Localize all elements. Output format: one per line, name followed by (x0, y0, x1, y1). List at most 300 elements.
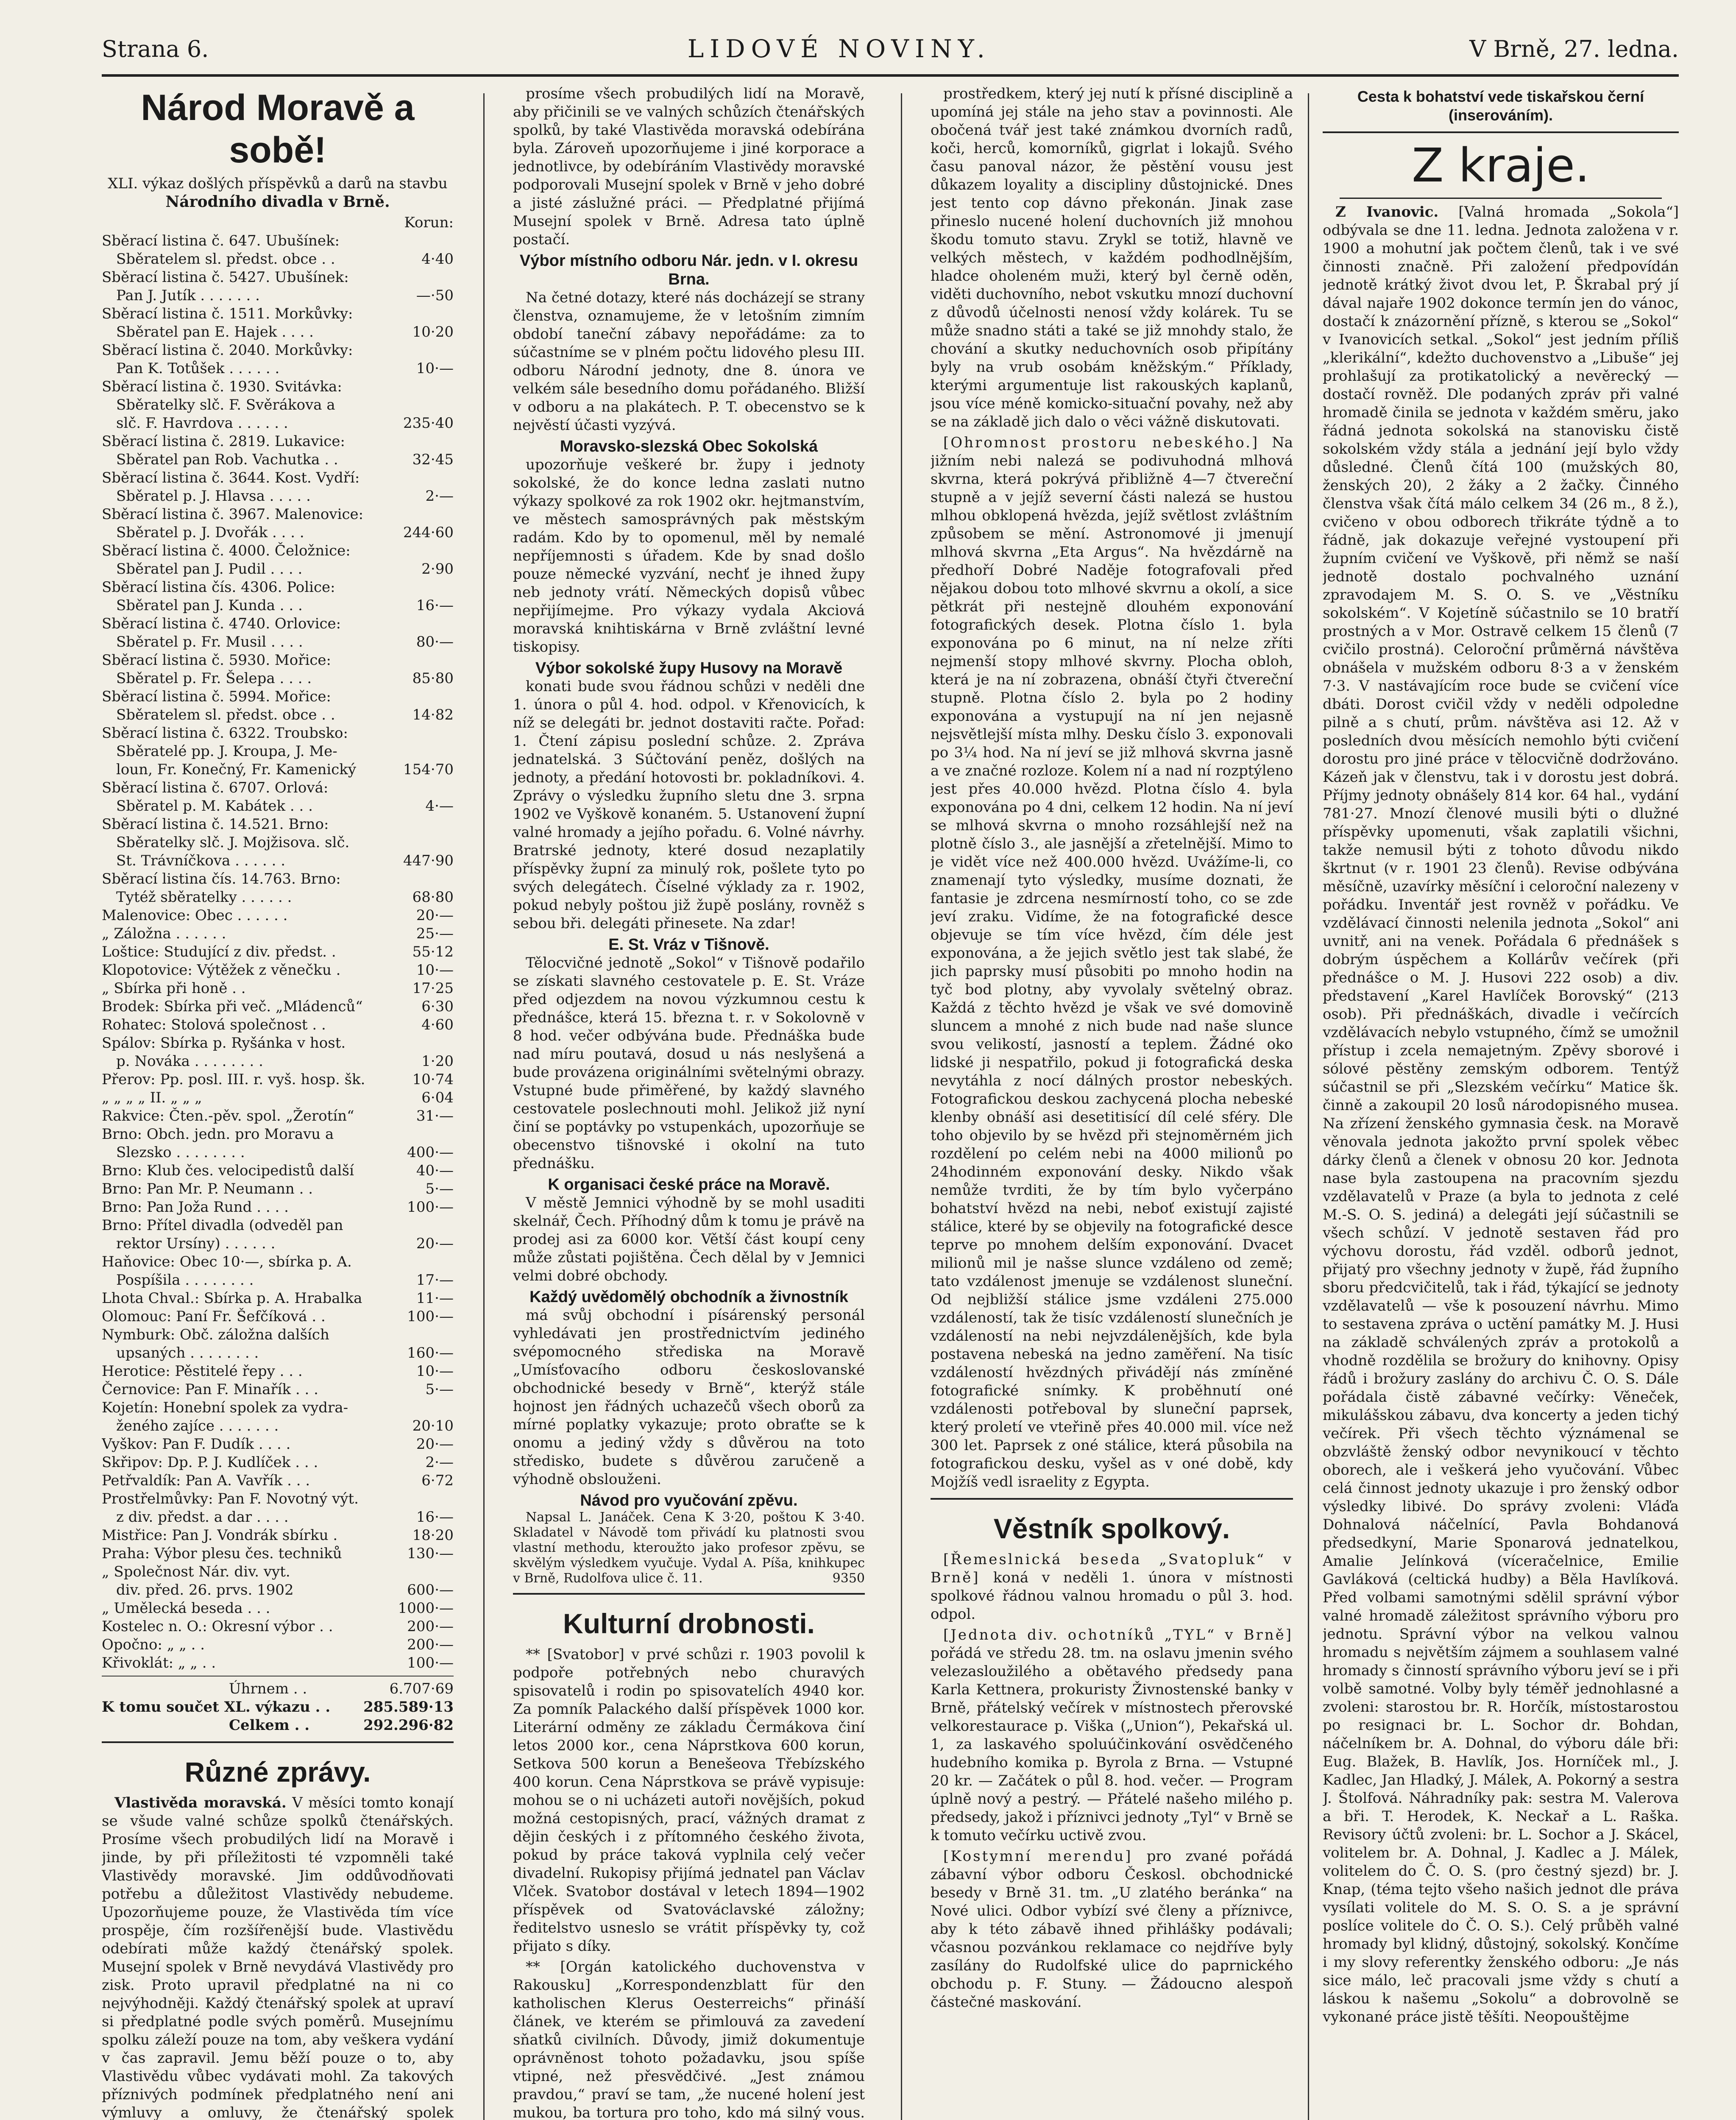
donation-amount (398, 1490, 454, 1508)
donation-amount (398, 870, 454, 888)
column-2 (513, 85, 865, 2120)
donation-row (102, 378, 454, 396)
donation-amount (398, 396, 454, 414)
donation-label: Sběrací listina č. 6707. Orlová: (102, 779, 329, 796)
donation-amount: 154·70 (403, 761, 454, 778)
donation-amount: 4·40 (421, 251, 454, 268)
donation-row (102, 761, 454, 779)
donation-amount (398, 1326, 454, 1344)
donation-amount (398, 615, 454, 633)
header-rule (102, 74, 1679, 77)
donation-amount (398, 1125, 454, 1144)
donation-label: slč. F. Havrdova . . . . . . (116, 415, 288, 432)
donation-amount: 100·— (407, 1654, 454, 1671)
sum-label: Úhrnem . . (229, 1680, 307, 1697)
donation-row (102, 1636, 454, 1654)
prev-row (102, 1698, 454, 1716)
masthead: LIDOVÉ NOVINY. (687, 34, 991, 63)
donation-label: Kojetín: Honební spolek za vydra- (102, 1399, 348, 1416)
donation-amount (398, 651, 454, 669)
column-4 (1323, 85, 1679, 2120)
donation-row (102, 797, 454, 815)
donation-label: Herotice: Pěstitelé řepy . . . (102, 1363, 303, 1380)
donation-row (102, 834, 454, 852)
club-text: pořádá ve středu 28. tm. na oslavu jmenin svého velezasloužilého a obětavého předsedy pana Karla Kettnera, prokuristy Živnostenské banky v Brně, přátelský večírek v místnostech přerovské velkorestaurace p. Viška („Union“), Pekařská ul. 1, za laskavého spoluúčinkování osvědčeného hudebního komika p. Byrola z Brna. — Vstupné 20 kr. — Začátek o půl 8. hod. večer. — Program úplně nový a pestrý. — Přátelé našeho milého p. předsedy, jakož i příznivci jednoty „Tyl“ v Brně se k tomuto večírku uctivě zvou. (931, 1645, 1293, 1844)
donation-amount (398, 232, 454, 250)
donation-label: Sběrací listina č. 1511. Morkůvky: (102, 305, 353, 322)
donation-amount: 5·— (425, 1381, 454, 1398)
sum-row (102, 1680, 454, 1698)
donation-amount: 10·74 (412, 1071, 454, 1088)
donation-label: Praha: Výbor plesu čes. techniků (102, 1545, 342, 1562)
advert-text (513, 1510, 865, 1586)
donation-amount (398, 688, 454, 706)
donation-amount: 10·20 (412, 324, 454, 340)
notice-text: Tělocvičné jednotě „Sokol“ v Tišnově podařilo se získati slavného cestovatele p. E. St. Vráze před odjezdem na novou výzkumnou cestu k přednášce, která 15. března t. r. v Sokolovně v 8 hod. večer odbývána bude. Přednáška bude nad míru poutavá, dosud u nás neslyšená a bude provázena originálními světelnými obrazy. Vstupné bude přiměřené, by každý slavného cestovatele poslechnouti mohl. Jelikož již nyní činí se poptávky po vstupenkách, upozorňuje se obecenstvo tišnovské i okolní na tuto přednášku. (513, 954, 865, 1172)
donation-label: Brno: Klub čes. velocipedistů další (102, 1162, 354, 1179)
notice-text: konati bude svou řádnou schůzi v neděli dne 1. února o půl 4. hod. odpol. v Křenovicích, k níž se delegáti br. jednot dostaviti račte. Pořad: 1. Čtení zápisu poslední schůze. 2. Zpráva jednatelská. 3 Súčtování peněz, došlých na jednoty, a předání hotovosti br. pokladníkovi. 4. Zprávy o výsledku župního sletu dne 3. srpna 1902 ve Vyškově konaném. 5. Ustanovení župní valné hromady a jejího pořadu. 6. Volné návrhy. Bratrské jednoty, které dosud nezaplatily příspěvky župní za minulý rok, pošlete tyto po svých delegátech. Číselné výklady za r. 1902, pokud nebyly poštou již župě poslány, rovněž s sebou bři. delegáti přinesete. Na zdar! (513, 678, 865, 932)
donation-label: Rohatec: Stolová společnost . . (102, 1016, 326, 1033)
article-paragraph (102, 1794, 454, 2120)
donation-label: Sběratel pan J. Pudil . . . . (116, 561, 303, 577)
donation-label: Přerov: Pp. posl. III. r. vyš. hosp. šk. (102, 1071, 365, 1088)
donation-row (102, 688, 454, 706)
club-name: [Kostymní merendu] (943, 1848, 1133, 1865)
donation-row (102, 524, 454, 542)
donation-amount: 68·80 (412, 889, 454, 906)
donation-label: Opočno: „ „ . . (102, 1636, 205, 1653)
donation-row (102, 305, 454, 323)
donation-row (102, 1125, 454, 1144)
donation-row (102, 505, 454, 524)
donation-amount (398, 305, 454, 323)
donation-row (102, 1180, 454, 1198)
donation-amount: 17·— (416, 1272, 454, 1289)
donation-label: Sběrací listina č. 3967. Malenovice: (102, 506, 364, 523)
donation-label: Brno: Pan Joža Rund . . . . (102, 1199, 289, 1216)
donation-row (102, 232, 454, 250)
sum-value: 6.707·69 (389, 1680, 454, 1697)
donation-row (102, 1472, 454, 1490)
donation-amount: 11·— (416, 1290, 454, 1307)
donation-label: Sběrací listina č. 2040. Morkůvky: (102, 342, 353, 359)
donation-label: Olomouc: Paní Fr. Šefčíková . . (102, 1308, 326, 1325)
donation-row (102, 669, 454, 688)
donation-row (102, 1563, 454, 1581)
donation-row (102, 1581, 454, 1599)
donation-row (102, 1618, 454, 1636)
donation-label: Sběrací listina č. 647. Ubušínek: (102, 232, 340, 249)
report-subtitle: XLI. výkaz došlých příspěvků a darů na stavbu (108, 175, 448, 192)
donation-amount: 4·60 (421, 1016, 454, 1033)
donation-amount (398, 578, 454, 597)
donation-row (102, 1417, 454, 1435)
donation-label: Pan K. Totůšek . . . . . . (116, 360, 280, 377)
donation-amount: 40·— (416, 1162, 454, 1179)
donation-label: Spálov: Sbírka p. Ryšánka v host. (102, 1035, 346, 1052)
donation-label: Petřvaldík: Pan A. Vavřík . . . (102, 1472, 310, 1489)
article-paragraph (1323, 203, 1679, 2026)
donation-row (102, 1381, 454, 1399)
donation-amount: 32·45 (412, 451, 454, 468)
culture-item: ** [Orgán katolického duchovenstva v Rakousku] „Korrespondenzblatt für den katholischen Klerus Oesterreichs“ přináší článek, ve kterém se přimlouvá za zavedení sňatků civilních. Důvody, jimiž dokumentuje oprávněnost tohoto požadavku, jsou spíše vtipné, než přesvědčivé. „Jest známou pravdou,“ praví se tam, „že nucené holení jest mukou, ba tortura pro toho, kdo má silný vous. (513, 1958, 865, 2120)
section-title: Věstník spolkový. (993, 1513, 1230, 1544)
donation-row (102, 1216, 454, 1235)
donation-row (102, 979, 454, 998)
donation-amount: 55·12 (412, 943, 454, 960)
donation-label: „ Sbírka při honě . . (102, 980, 246, 997)
donation-row (102, 888, 454, 907)
donation-row (102, 907, 454, 925)
column-divider (901, 93, 902, 2120)
donation-amount: 447·90 (403, 852, 454, 869)
article-text: V měsíci tomto konají se všude valné schůze spolků čtenářských. Prosíme všech probudilých lidí na Moravě i jinde, by při příležitosti té vzpomněli také Vlastivědy moravské. Jim oddůvodňovati potřebu a důležitost Vlastivědy nebudeme. Upozorňujeme pouze, že Vlastivěda tím více prospěje, čím rozšířenější bude. Vlastivědu odebírati může každý čtenářský spolek. Musejní spolek v Brně nevydává Vlastivědy pro zisk. Proto upravil předplatné na ni co nejvýhodněji. Každý čtenářský spolek at upraví si předplatné podle svých poměrů. Musejnímu spolku záleží pouze na tom, aby veškera vydání v čas zapravil. Jemu běží pouze o to, aby Vlastivědu vůbec vydávati mohl. Za takových příznivých podmínek předplatného není ani výmluvy a omluvy, že čtenářský spolek (102, 1794, 454, 2120)
total-label: Celkem . . (229, 1717, 310, 1734)
donation-amount: 16·— (416, 1509, 454, 1526)
donation-amount: 400·— (407, 1144, 454, 1161)
currency-label: Korun: (404, 214, 454, 231)
donation-label: Křivoklát: „ „ . . (102, 1654, 216, 1671)
donation-row (102, 724, 454, 742)
donation-label: „ Umělecká beseda . . . (102, 1600, 270, 1617)
donation-label: St. Trávníčkova . . . . . . (116, 852, 286, 869)
donation-row (102, 1016, 454, 1034)
article-text: prostředkem, který jej nutí k přísné disciplině a upomíná jej stále na jeho stav a povinnosti. Ale obočená tvář jest také známkou dvorních radů, koči, herců, komorníků, gigrlat i lokajů. Svého času panoval názor, že pěstění vousu jest důkazem loyality a discipliny důstojnické. Dnes jest tento cop dávno překonán. Jinak zase přineslo nucené holení duchovních již mnohou škodu tomuto stavu. Zrykl se totiž, hlavně ve velkých městech, v každém podhodlnějším, hladce oholeném muži, který byl černě oděn, viděti duchovního, nebot vskutku mnozí duchovní z důvodů účelnosti nenosí vždy kolárek. Tu se může snadno státi a také se již mnohdy stalo, že chování a skutky neduchovních osob připítány byly na vrub osobám kněžským.“ Příklady, kterými argumentuje list rakouských kaplanů, jsou více méně komicko-situační povahy, než aby se na základě jich dalo o věci vážně diskutovati. (931, 85, 1293, 430)
notice-text: Na četné dotazy, které nás docházejí se strany členstva, oznamujeme, že v letošním zimním období taneční zábavy nepořádáme: za to súčastníme se v plném počtu lidového plesu III. odboru Národní jednoty, dne 8. února ve velkém sále besedního domu pořádaného. Bližší v odboru a na plakátech. P. T. obecenstvo se k nejvěstí účasti vyzývá. (513, 289, 865, 434)
donation-row (102, 1435, 454, 1453)
donation-label: Prostřelmůvky: Pan F. Novotný výt. (102, 1490, 359, 1507)
donation-label: Kostelec n. O.: Okresní výbor . . (102, 1618, 333, 1635)
donation-row (102, 1599, 454, 1618)
donation-label: Brno: Pan Mr. P. Neumann . . (102, 1180, 313, 1197)
donation-row (102, 1052, 454, 1071)
donation-label: Vyškov: Pan F. Dudík . . . . (102, 1436, 291, 1453)
advert-number: 9350 (832, 1571, 865, 1586)
donation-label: Tytéž sběratelky . . . . . . (116, 889, 292, 906)
prev-value: 285.589·13 (363, 1699, 454, 1716)
donation-amount: 85·80 (412, 670, 454, 687)
donation-amount: 20·— (416, 907, 454, 924)
page-number: Strana 6. (102, 35, 209, 62)
donation-row (102, 1326, 454, 1344)
donation-label: Pan J. Jutík . . . . . . . (116, 287, 260, 304)
donation-amount: 31·— (416, 1107, 454, 1124)
donation-amount: 100·— (407, 1199, 454, 1216)
donation-row (102, 451, 454, 469)
donation-row (102, 469, 454, 487)
donation-row (102, 414, 454, 432)
donation-label: Brno: Přítel divadla (odveděl pan (102, 1217, 343, 1234)
article-text: prosíme všech probudilých lidí na Moravě, aby přičinili se ve valných schůzích čtenářských spolků, by také Vlastivěda moravská odebírána byla. Zároveň upozorňujeme i jiné korporace a jednotlivce, by odebíráním Vlastivědy moravské podporovali Musejní spolek v Brně v jeho dobré a jisté záslužné práci. — Předplatné přijímá Musejní spolek v Brně. Adresa tato úplně postačí. (513, 85, 865, 248)
page-header (102, 30, 1679, 68)
donation-row (102, 961, 454, 979)
donation-row (102, 852, 454, 870)
donation-amount (398, 834, 454, 852)
donation-label: Sběrací listina č. 4740. Orlovice: (102, 615, 341, 632)
donation-row (102, 360, 454, 378)
donation-list (102, 232, 454, 1672)
club-text: koná v neděli 1. února v místnosti spolkové řádnou valnou hromadu o půl 3. hod. odpol. (931, 1569, 1293, 1623)
donation-row (102, 542, 454, 560)
donation-row (102, 1654, 454, 1672)
donation-row (102, 742, 454, 761)
column-divider (483, 93, 485, 2120)
donation-amount (398, 505, 454, 524)
notice-heading: Moravsko-slezská Obec Sokolská (560, 438, 818, 455)
donation-row (102, 633, 454, 651)
donation-label: Klopotovice: Výtěžek z věnečku . (102, 962, 341, 979)
donation-label: Sběrací listina č. 2819. Lukavice: (102, 433, 345, 450)
club-notice (931, 1847, 1293, 2011)
donation-label: upsaných . . . . . . . . (116, 1345, 259, 1361)
donation-row (102, 943, 454, 961)
donation-row (102, 706, 454, 724)
donation-row (102, 1144, 454, 1162)
notice-heading: E. St. Vráz v Tišnově. (608, 936, 769, 954)
article-text: Na jižním nebi nalezá se podivuhodná mlhová skvrna, která pokrývá přibližně 4—7 čtvereční stupně a v jejíž severní části nalezá se hustou mlhou obklopená hvězda, jejíž světlost zvláštním způsobem se mění. Astronomové ji jmenují mlhová skvrna „Eta Argus“. Na hvězdárně na předhoří Dobré Naděje fotografovali před nějakou dobou toto mlhové skvrnu a okolí, a sice pětkrát při nestejně dlouhém exponování fotografických desek. Plotna číslo 1. byla exponována po 6 minut, na ní nelze zříti nejmenší stopy mlhové skvrny. Plocha obloh, která je na ní zobrazena, obnáší čtyři čtvereční stupně. Plotna číslo 2. byla po 2 hodiny exponována a vystupují na ní jen nejasně nejsvětlejší místa mlhy. Desku číslo 3. exponovali po 3¼ hod. Na ní jeví se již mlhová skvrna jasně a ve značné rozloze. Kolem ní a nad ní rozptýleno jest přes 40.000 hvězd. Plotna číslo 4. byla exponována po 4 dni, celkem 12 hodin. Na ní jeví se mlhová skvrna o mnoho rozsáhlejší než na plotně číslo 3., ale jasnější a zřetelnější. Mimo to je vidět více než 400.000 hvězd. Uvážíme-li, co znamenají tyto výsledky, musíme doznati, že fantasie je zdrcena nesmírností toho, co se zde jeví zraku. Vidíme, že na fotografické desce objevuje se tím více hvězd, čím déle jest exponována, a že jejich světlo jest tak slabé, že jich paprsky musí působiti po mnoho hodin na tyč bod plotny, aby vyvolaly světelný obraz. Každá z těchto hvězd je však ve své domovině sluncem a mnohé z nich bude nad naše slunce svou velikostí, jasností a teplem. Žádné oko lidské ji nespatřilo, pokud ji fotografická deska nevytáhla z nocí dálných prostor nebeských. Fotografickou deskou zachycená plocha nebeské klenby obnáší asi desetitisící díl celé sféry. Dle toho objevilo by se hvězd při stejnoměrném jich rozdělení po celém nebi na 4000 milionů po 24hodinném exponování desky. Nikdo však nemůže tvrditi, že by tím bylo vyčerpáno bohatství hvězd na nebi, neboť existují zajisté stálice, které by se objevily na fotografické desce teprve po mnohem delším exponování. Dvacet milionů mil je našse slunce vzdáleno od země; tato vzdálenost jmenuje se vzdálenost sluneční. Od nejbližší stálice jsme vzdáleni 275.000 vzdáleností, tak že tisíc vzdáleností slunečních je vzdáleností na nebi nejvzdálenějších, kde byla postavena nebeská na jedno zaměření. Na tisíc vzdáleností hvězdných přivádějí nás zmíněné fotografické snímky. K proběhnutí oné vzdálenosti potřeboval by sluneční paprsek, který proletí ve vteřině přes 40.000 mil. více než 300 let. Paprsek z oné stálice, která působila na fotografickou desku, vyšel as v oné době, kdy Mojžíš vedl israelity z Egypta. (931, 434, 1293, 1490)
column-1 (102, 85, 454, 2120)
donation-row (102, 287, 454, 305)
donation-label: „ „ „ „ II. „ „ „ (102, 1089, 202, 1106)
report-subtitle-2: Národního divadla v Brně. (165, 193, 390, 211)
donation-amount: —·50 (416, 287, 454, 304)
donation-label: Sběratelem sl. předst. obce . . (116, 706, 335, 723)
donation-amount: 2·— (425, 488, 454, 505)
donation-row (102, 1089, 454, 1107)
donation-label: Skřipov: Dp. P. J. Kudlíček . . . (102, 1454, 318, 1471)
donation-row (102, 250, 454, 268)
donation-row (102, 815, 454, 834)
donation-amount: 16·— (416, 597, 454, 614)
notice-heading: Každý uvědomělý obchodník a živnostník (529, 1288, 848, 1306)
donation-amount: 10·— (416, 1363, 454, 1380)
donation-label: Sběrací listina č. 4000. Čeložnice: (102, 542, 351, 559)
donation-row (102, 1490, 454, 1508)
article-lead: Z Ivanovic. (1335, 204, 1439, 220)
donation-amount: 244·60 (403, 524, 454, 541)
donation-row (102, 396, 454, 414)
donation-row (102, 651, 454, 669)
donation-amount: 4·— (425, 798, 454, 815)
article-title: Národ Moravě a sobě! (141, 87, 415, 170)
donation-row (102, 578, 454, 597)
donation-amount (398, 1253, 454, 1271)
section-rule (931, 1498, 1293, 1500)
club-notice (931, 1551, 1293, 1623)
donation-amount (398, 1034, 454, 1052)
donation-label: Sběrací listina č. 5994. Mořice: (102, 688, 331, 705)
donation-amount: 25·— (416, 925, 454, 942)
donation-label: Sběrací listina č. 5427. Ubušínek: (102, 269, 349, 286)
column-divider (1308, 93, 1309, 2120)
notice-text: V městě Jemnici výhodně by se mohl usaditi skelnář, Čech. Příhodný dům k tomu je právě na prodej asi za 6000 kor. Větší část koupí ceny může zůstati pojištěna. Čech dělal by v Jemnici velmi dobré obchody. (513, 1194, 865, 1284)
donation-label: Mistřice: Pan J. Vondrák sbírku . (102, 1527, 338, 1544)
donation-row (102, 870, 454, 888)
culture-item: ** [Svatobor] v prvé schůzi r. 1903 povolil k podpoře potřebných nebo churavých spisovatelů i rodin po spisovatelích 4940 kor. Za pomník Palackého další příspěvek 1000 kor. Literární odměny ze základu Čermákova činí letos 2000 kor., cena Náprstkova 600 korun, Setkova 500 korun a Benešeova Třebízského 400 korun. Cena Náprstkova se právě vypisuje: mohou se o ni ucházeti autoři novějších, pokud možná cestopisných, prací, vážných dramat z dějin českých i z přítomného českého života, pokud by práce taková vyplnila celý večer divadelní. Rukopisy přijímá jednatel pan Václav Vlček. Svatobor dostával v letech 1894—1902 příspěvek od Svatováclavské záložny; ředitelstvo usneslo se vrátit příspěvky ty, což přijato s díky. (513, 1646, 865, 1955)
donation-label: rektor Ursíny) . . . . . . (116, 1235, 276, 1252)
donation-amount: 200·— (407, 1636, 454, 1653)
donation-amount: 2·— (425, 1454, 454, 1471)
total-row (102, 1716, 454, 1735)
section-rule (1323, 131, 1679, 133)
donation-label: Sběratel p. Fr. Šelepa . . . . (116, 670, 312, 687)
donation-amount: 235·40 (403, 415, 454, 432)
notice-heading: Výbor sokolské župy Husovy na Moravě (535, 659, 843, 677)
donation-label: Slezsko . . . . . . . . (116, 1144, 245, 1161)
donation-amount (398, 1563, 454, 1581)
donation-label: Sběratel p. J. Dvořák . . . . (116, 524, 304, 541)
donation-row (102, 597, 454, 615)
donation-label: Sběrací listina čís. 4306. Police: (102, 579, 335, 596)
donation-label: Sběratel pan E. Hajek . . . . (116, 324, 314, 340)
donation-amount: 18·20 (412, 1527, 454, 1544)
donation-amount (398, 724, 454, 742)
donation-row (102, 1308, 454, 1326)
prev-label: K tomu součet XL. výkazu . . (102, 1699, 331, 1716)
donation-label: Sběrací listina č. 3644. Kost. Vydří: (102, 469, 360, 486)
donation-row (102, 998, 454, 1016)
banner-ad: Cesta k bohatství vede tiskařskou černí (inserováním). (1357, 88, 1644, 124)
donation-amount: 600·— (407, 1582, 454, 1598)
donation-amount: 2·90 (421, 561, 454, 577)
donation-row (102, 1526, 454, 1545)
donation-row (102, 1545, 454, 1563)
section-title: Kulturní drobnosti. (563, 1608, 815, 1639)
donation-label: Sběratelem sl. předst. obce . . (116, 251, 335, 268)
donation-amount: 80·— (416, 633, 454, 650)
notice-heading: K organisaci české práce na Moravě. (548, 1176, 830, 1194)
donation-label: Sběratel p. Fr. Musil . . . . (116, 633, 303, 650)
section-title: Z kraje. (1412, 138, 1590, 192)
donation-amount (398, 469, 454, 487)
donation-label: Sběrací listina č. 6322. Troubsko: (102, 725, 348, 742)
donation-amount: 6·72 (421, 1472, 454, 1489)
donation-amount (398, 779, 454, 797)
donation-label: Pospíšila . . . . . . . . (116, 1272, 254, 1289)
club-name: [Řemeslnická beseda „Svatopluk“ v Brně] (931, 1551, 1293, 1586)
donation-amount (398, 432, 454, 451)
notice-text: má svůj obchodní i písárenský personál vyhledávati jen prostřednictvím jediného svépomocného střediska na Moravě „Umísťovacího odboru českoslovanské obchodnické besedy v Brně“, kterýž stále hojnost jen řádných uchazečů všech oborů za mírné poplatky vykazuje; proto obraťte se k onomu a jediný vždy s důvěrou na toto středisko, budete s důvěrou zaručeně a výhodně obslouženi. (513, 1307, 865, 1488)
donation-amount: 6·04 (421, 1089, 454, 1106)
donation-label: Nymburk: Obč. záložna dalších (102, 1326, 329, 1343)
donation-label: Malenovice: Obec . . . . . . (102, 907, 288, 924)
donation-label: Sběratel pan Rob. Vachutka . . (116, 451, 338, 468)
advert-body: Napsal L. Janáček. Cena K 3·20, poštou K 3·40. Skladatel v Návodě tom přivádí ku platnosti svou vlastní methodu, kteroužto jako profesor zpěvu, se skvělým výsledkem vyučuje. Vydal A. Píša, knihkupec v Brně, Rudolfova ulice č. 11. (513, 1510, 865, 1586)
club-notice (931, 1626, 1293, 1845)
donation-amount: 20·10 (412, 1417, 454, 1434)
donation-row (102, 615, 454, 633)
donation-label: Brno: Obch. jedn. pro Moravu a (102, 1126, 334, 1143)
article-paragraph (931, 434, 1293, 1491)
donation-row (102, 560, 454, 578)
notice-text: upozorňuje veškeré br. župy i jednoty sokolské, že do konce ledna zaslati nutno výkazy spolkové za rok 1902 okr. hejtmanstvím, ve městech samosprávných pak městským radám. Kdo by to opomenul, měl by nemalé nepříjemnosti s úřadem. Kde by snad došlo pouze německé vyzvání, nechť je ihned župy neb jednoty vrátí. Německých dopisů vůbec nepřijímejme. Pro výkazy vydala Akciová moravská knihtiskárna v Brně zvláštní levné tiskopisy. (513, 456, 865, 656)
donation-label: p. Nováka . . . . . . . . (116, 1053, 263, 1070)
donation-row (102, 1162, 454, 1180)
donation-label: Sběratelky slč. J. Mojžisova. slč. (116, 834, 350, 851)
section-rule (1340, 198, 1662, 199)
donation-row (102, 432, 454, 451)
donation-amount: 10·— (416, 360, 454, 377)
donation-amount (398, 742, 454, 761)
donation-amount: 6·30 (421, 998, 454, 1015)
donation-label: Haňovice: Obec 10·—, sbírka p. A. (102, 1253, 352, 1270)
donation-row (102, 1271, 454, 1289)
club-text: pro zvané pořádá zábavní výbor odboru Českosl. obchodnické besedy v Brně 31. tm. „U zlatého beránka“ na Nové ulici. Odbor vybízí své členy a příznivce, aby k této zábavě ihned přihlášky podávali; včasnou pozvánkou reklamace co nejdříve byly zasílány do Rudolfské ulice do paprnického obchodu p. F. Stuny. — Žádoucno alespoň částečné maskování. (931, 1848, 1293, 2011)
total-value: 292.296·82 (363, 1717, 454, 1734)
donation-row (102, 1235, 454, 1253)
donation-label: Sběratelky slč. F. Svěrákova a (116, 396, 335, 413)
donation-row (102, 1508, 454, 1526)
donation-amount (398, 815, 454, 834)
donation-label: Sběrací listina č. 1930. Svitávka: (102, 378, 342, 395)
donation-label: Sběratel p. J. Hlavsa . . . . . (116, 488, 311, 505)
donation-amount: 130·— (407, 1545, 454, 1562)
donation-label: Rakvice: Čten.-pěv. spol. „Žerotín“ (102, 1107, 354, 1124)
donation-row (102, 925, 454, 943)
donation-label: Sběratel p. M. Kabátek . . . (116, 798, 313, 815)
article-lead: [Ohromnost prostoru nebeského.] (943, 434, 1260, 451)
notice-heading: Návod pro vyučování zpěvu. (580, 1492, 798, 1509)
donation-amount: 1000·— (398, 1600, 454, 1617)
donation-amount: 5·— (425, 1180, 454, 1197)
donation-label: Sběrací listina č. 5930. Mořice: (102, 652, 331, 669)
article-lead: Vlastivěda moravská. (114, 1794, 287, 1811)
section-title: Různé zprávy. (184, 1756, 371, 1788)
donation-amount: 100·— (407, 1308, 454, 1325)
donation-amount (398, 378, 454, 396)
club-name: [Jednota div. ochotníků „TYL“ v Brně] (943, 1626, 1293, 1643)
donation-label: Černovice: Pan F. Minařík . . . (102, 1381, 318, 1398)
donation-amount (398, 1216, 454, 1235)
column-3 (931, 85, 1293, 2120)
donation-amount: 20·— (416, 1436, 454, 1453)
donation-amount: 200·— (407, 1618, 454, 1635)
donation-row (102, 1344, 454, 1362)
donation-row (102, 1289, 454, 1308)
donation-label: „ Společnost Nár. div. vyt. (102, 1563, 290, 1580)
donation-label: Sběratelé pp. J. Kroupa, J. Me- (116, 743, 337, 760)
article-text: [Valná hromada „Sokola“] odbývala se dne 11. ledna. Jednota založena v r. 1900 a mohutní jak počtem členů, tak i ve své činnosti značně. Při založení předpovídán jednotě krátký život dvou let, P. Škrabal prý jí dával najaře 1902 dokonce termín jen do vánoc, dostačí k znázornění přízně, s kterou se „Sokol“ v Ivanovicích setkal. „Sokol“ jest jedním příliš „klerikální“, kdežto duchovenstvo a „Libuše“ jej prohlašují za protikatolický a nevěrecký — dostačí rovněž. Dle podaných zpráv při valné hromadě činila se jednota v každém směru, jako řádná jednota sokolská na stanovisku čistě sokolském vždy stála a jednání její bylo vždy důsledné. Členů čítá 100 (mužských 80, ženských 20), 2 žáky a 2 žačky. Činného členstva však čítá málo celkem 34 (26 m., 8 ž.), cvičeno v obou odborech třikráte týdně a to řádně, jak dokazuje veřejné vystoupení při župním cvičení ve Vyškově, při němž se naší jednotě dostalo pochvalného uznání zpravodajem M. S. O. S. ve „Věstníku sokolském“. V Kojetíně súčastnilo se 10 bratří prostných a v Mor. Ostravě celkem 15 členů (7 cvičilo prostná). Celoroční průměrná návštěva obnášela v mužském odboru 8·3 a v ženském 7·3. V nastávajícím roce bude se cvičení více dbáti. Dorost cvičil vždy v neděli odpoledne pilně a s chutí, prům. návštěva asi 12. Až v posledních dvou měsících nemohlo býti cvičení dorostu pro jiné práce v tělocvičně dodržováno. Kázeň jak v členstvu, tak i v dorostu jest dobrá. Příjmy jednoty obnášely 814 kor. 64 hal., vydání 781·27. Mnozí členové musili býti o dlužné příspěvky upomenuti, však zaplatili všichni, takže nemusil býti z tohoto důvodu nikdo škrtnut (v r. 1901 23 členů). Revise odbývána měsíčně, uzavírky měsíční i celoroční nalezeny v pořádku. Inventář jest rovněž v pořádku. Ve vzdělávací činnosti nelenila jednota „Sokol“ ani uvnitř, ani na venek. Pořádala 6 přednášek s dobrým úspěchem a Kollárův večírek (při přednášce o M. J. Husovi 222 osob) a div. představení „Karel Havlíček Borovský“ (213 osob). Při přednáškách, divadle i večírcích vzdělávacích nebylo vstupného, čímž se umožnil přístup i zcela nemajetným. Zpěvy sborové i sólové pěstěny zemským odborem. Tentýž súčastnil se při „Slezském večírku“ Matice šk. činně a zakoupil 20 losů národopisného musea. Na zřízení ženského gymnasia česk. na Moravě věnovala jednota jakožto první spolek věbec dárky členů a členek v obnosu 20 kor. Jednota nase byla zastoupena na pracovním sjezdu vzdělavatelů v Praze (a byla to jednota z celé M.-S. O. S. jediná) a delegáti její súčastnili se všech schůzí. V jednotě sestaven řád pro výchovu dorostu, řád vzděl. odborů jednot, přijatý pro všechny jednoty v župě, řád župního sboru předcvičitelů, tak i řád, týkající se jednoty vzdělavatelů — vše k posouzení návrhu. Mimo to sestavena zpráva o uctění památky M. J. Husi na základě schválených zpráv a protokolů a vhodně rozdělila se brožury do knihovny. Opisy řádů i brožury zaslány do archivu Č. O. S. Dále pořádala čistě zábavné večírky: Věneček, mikulášskou zábavu, dva koncerty a jeden tichý večírek. Při všech těchto význámenal se obzvláště ženský odbor nevynikoucí v těchto oborech, ale i veškerá jeho vyučování. Vůbec celá činnost jednoty ukazuje i pro ženský odbor výsledky libivé. Do správy zvoleni: Vláďa Dohnalová náčelnící, Pavla Bohdanová předsedkyní, Marie Sponarová jednatelkou, Amalie Jelínková (víceračelnice, Emilie Gavláková (celtická hudby) a Běla Havlíková. Před volbami samotnými sdělil správní výbor valné hromadě záležitost správního výboru pro jednotu. Správní výbor na velkou valnou hromadu s největším zájmem a souhlasem valné hromady s činností správního výboru jeví se i při volbě samotné. Volby byly téměř jednohlasné a zvoleni: starostou br. R. Horčík, místostarostou po resignaci br. L. Sochor dr. Bohdan, náčelníkem br. A. Dohnal, do výboru dále bři: Eug. Blažek, B. Havlík, Jos. Horníček ml., J. Kadlec, Jan Hladký, J. Málek, A. Pokorný a sestra J. Štolfová. Náhradníky pak: sestra M. Valerova a bři. T. Herodek, K. Neckař a L. Raška. Revisory účtů zvoleni: br. L. Sochor a J. Skácel, volitelem br. A. Dohnal, J. Kadlec a J. Málek, volitelem do Č. O. S. (pro čestný sjezd) br. J. Knap, (téma tejto všeho našich jednot dle práva vysílati volitele do M. S. O. S. a je správní poslíce volitele do Č. O. S.). Celý průběh valné hromady byl klidný, důstojný, sokolský. Končíme i my slovy referentky ženského odboru: „Je nás sice málo, leč pracovali jsme vždy s chutí a láskou k našemu „Sokolu“ a dobrovolně se vykonané práce jistě těšíti. Neopouštějme (1323, 204, 1679, 2025)
donation-label: z div. předst. a dar . . . . (116, 1509, 289, 1526)
donation-label: „ Záložna . . . . . . (102, 925, 226, 942)
donation-amount: 1·20 (421, 1053, 454, 1070)
donation-row (102, 1034, 454, 1052)
donation-label: Sběrací listina č. 14.521. Brno: (102, 816, 329, 833)
donation-row (102, 1253, 454, 1271)
donation-label: Sběrací listina čís. 14.763. Brno: (102, 870, 341, 887)
donation-label: Lhota Chval.: Sbírka p. A. Hrabalka (102, 1290, 362, 1307)
donation-row (102, 1362, 454, 1381)
donation-amount: 160·— (407, 1345, 454, 1361)
notice-heading: Výbor místního odboru Nár. jedn. v I. okresu Brna. (519, 252, 858, 288)
donation-amount: 17·25 (412, 980, 454, 997)
donation-row (102, 1071, 454, 1089)
donation-amount: 20·— (416, 1235, 454, 1252)
donation-row (102, 1399, 454, 1417)
donation-row (102, 779, 454, 797)
donation-row (102, 1198, 454, 1216)
section-rule (102, 1741, 454, 1743)
donation-row (102, 487, 454, 505)
donation-row (102, 1107, 454, 1125)
donation-amount (398, 341, 454, 360)
donation-row (102, 323, 454, 341)
donation-amount (398, 542, 454, 560)
donation-amount (398, 268, 454, 287)
donation-label: ženého zajíce . . . . . . . (116, 1417, 279, 1434)
donation-amount (398, 1399, 454, 1417)
donation-label: div. před. 26. prvs. 1902 (116, 1582, 294, 1598)
